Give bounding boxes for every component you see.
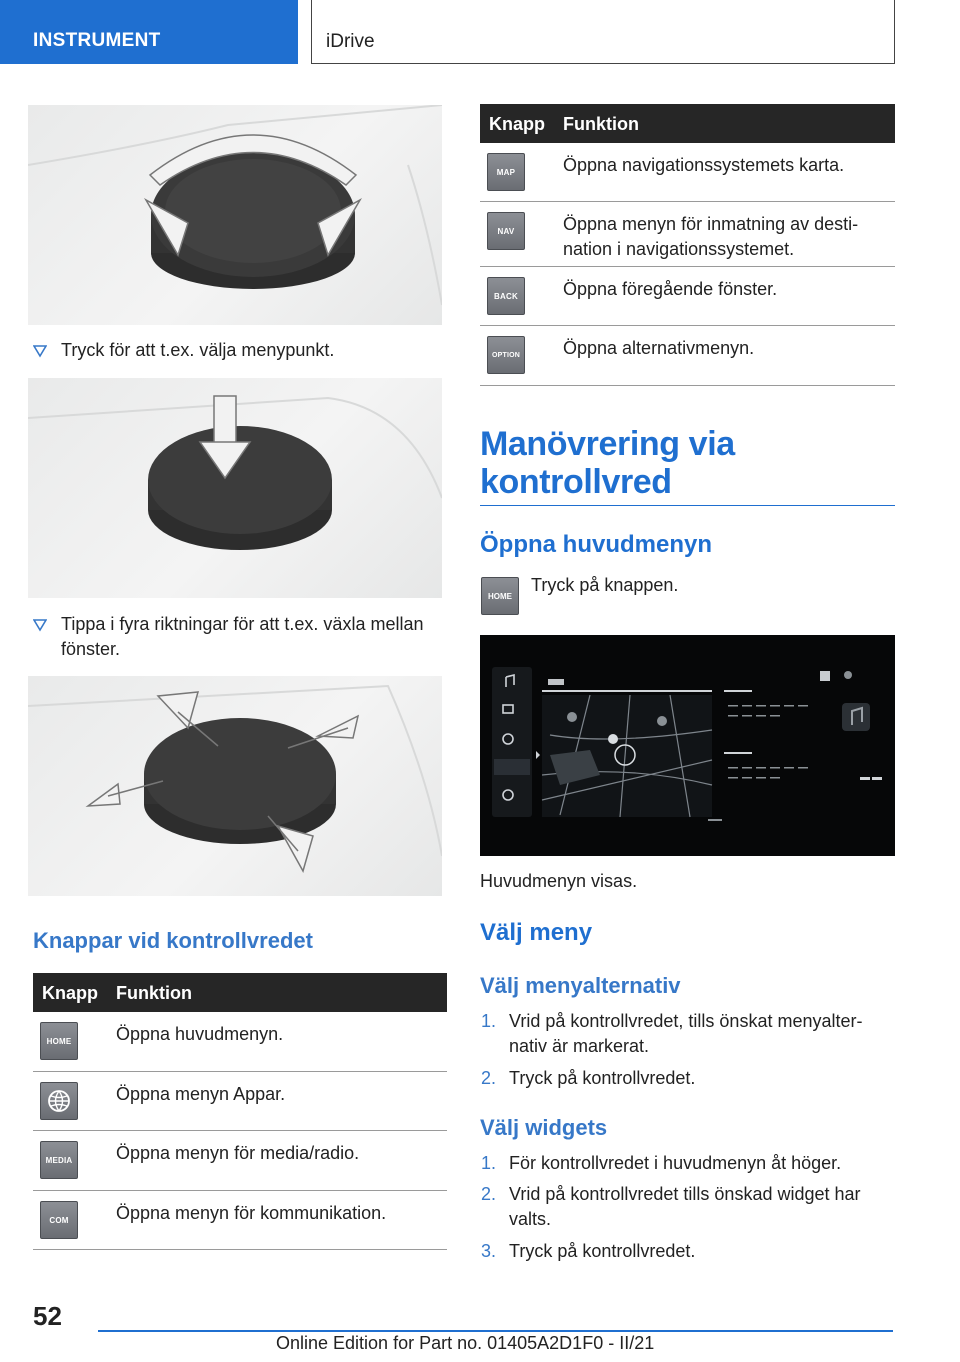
step-number: 1.: [481, 1153, 497, 1173]
bullet-press: [33, 338, 443, 363]
triangle-bullet-icon: [33, 618, 47, 632]
step-number: 1.: [481, 1011, 497, 1031]
page-number: 52: [33, 1301, 62, 1331]
home-key-icon: HOME: [481, 577, 519, 615]
step-number: 2.: [481, 1068, 497, 1088]
heading-controller-buttons: Knappar vid kontrollvredet: [33, 928, 313, 953]
media-key-icon: MEDIA: [40, 1141, 78, 1179]
step-item: [481, 1182, 893, 1232]
table-row: [33, 1072, 447, 1131]
illustration-tilt-controller: [28, 676, 442, 896]
row-function: Öppna menyn för inmatning av desti‐nation i navigationssystemet.: [563, 214, 859, 259]
com-key-icon: COM: [40, 1201, 78, 1239]
row-function: Öppna navigationssystemets karta.: [563, 155, 845, 175]
row-function: Öppna menyn för media/radio.: [116, 1143, 360, 1163]
footer-edition-text: Online Edition for Part no. 01405A2D1F0 - II/21: [276, 1333, 655, 1353]
step-item: [481, 1066, 893, 1091]
step-text: Vrid på kontrollvredet tills önskad widget har valts.: [509, 1184, 861, 1229]
table-row: [480, 202, 895, 267]
nav-key-icon: NAV: [487, 212, 525, 250]
section-heading: Manövrering via kontrollvred: [480, 425, 895, 506]
page-header-title: iDrive: [311, 0, 895, 64]
illustration-press-controller: [28, 378, 442, 598]
heading-select-option: Välj menyalternativ: [480, 973, 681, 998]
bullet-text: Tippa i fyra riktningar för att t.ex. växla mellan fönster.: [61, 614, 424, 659]
heading-open-main-menu: Öppna huvudmenyn: [480, 531, 713, 558]
home-key-icon: HOME: [40, 1022, 78, 1060]
step-text: För kontrollvredet i huvudmenyn åt höger.: [509, 1153, 842, 1173]
row-function: Öppna menyn Appar.: [116, 1084, 286, 1104]
map-key-icon: MAP: [487, 153, 525, 191]
table-row: [480, 267, 895, 326]
table-header: [480, 104, 895, 143]
bullet-text: Tryck för att t.ex. välja menypunkt.: [61, 340, 335, 360]
back-key-icon: BACK: [487, 277, 525, 315]
table-header: [33, 973, 447, 1012]
triangle-bullet-icon: [33, 344, 47, 358]
step-item: [481, 1151, 893, 1176]
buttons-table-right: [480, 104, 895, 386]
step-number: 2.: [481, 1184, 497, 1204]
footer-divider: [98, 1330, 893, 1332]
heading-select-menu: Välj meny: [480, 919, 593, 946]
table-row: [480, 326, 895, 386]
col-header-key: Knapp: [42, 983, 98, 1003]
table-row: [480, 143, 895, 202]
table-row: [33, 1131, 447, 1191]
col-header-function: Funktion: [563, 114, 639, 134]
bullet-tilt: [33, 612, 443, 662]
table-row: [33, 1012, 447, 1072]
step-text: Tryck på kontrollvredet.: [509, 1241, 696, 1261]
col-header-key: Knapp: [489, 114, 545, 134]
heading-select-widgets: Välj widgets: [480, 1115, 608, 1140]
apps-globe-icon: [40, 1082, 78, 1120]
row-function: Öppna föregående fönster.: [563, 279, 778, 299]
step-text: Tryck på kontrollvredet.: [509, 1068, 696, 1088]
main-menu-shown-text: Huvudmenyn visas.: [480, 871, 638, 891]
table-row: [33, 1191, 447, 1250]
press-button-text: Tryck på knappen.: [531, 575, 679, 595]
step-text: Vrid på kontrollvredet, tills önskat menyalter‐nativ är markerat.: [509, 1011, 863, 1056]
row-function: Öppna huvudmenyn.: [116, 1024, 284, 1044]
col-header-function: Funktion: [116, 983, 192, 1003]
step-number: 3.: [481, 1241, 497, 1261]
idrive-main-menu-screenshot: [480, 635, 895, 856]
step-item: [481, 1239, 893, 1264]
row-function: Öppna menyn för kommunikation.: [116, 1203, 387, 1223]
illustration-rotate-controller: [28, 105, 442, 325]
buttons-table-left: [33, 973, 447, 1250]
step-item: [481, 1009, 893, 1059]
row-function: Öppna alternativmenyn.: [563, 338, 755, 358]
section-tab: INSTRUMENT: [0, 0, 298, 64]
option-key-icon: OPTION: [487, 336, 525, 374]
